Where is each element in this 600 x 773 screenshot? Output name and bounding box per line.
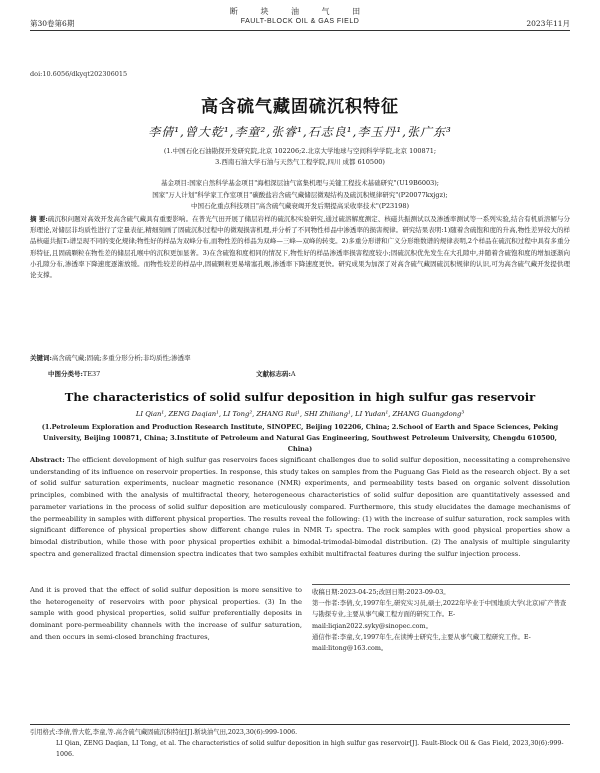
- affiliations-cn: [60, 146, 540, 168]
- clc-value: TE37: [82, 370, 101, 378]
- first-author-note: 第一作者:李倩,女,1997年生,研究实习员,硕士,2022年毕业于中国地质大学(北京)矿产普查与勘探专业,主要从事气藏工程方面的研究工作。E-mail:liqian2022.syky@sinopec.com。: [312, 599, 567, 630]
- keywords-cn-label: 关键词:: [30, 354, 52, 362]
- abstract-cn-label: 摘 要:: [30, 215, 48, 223]
- issue-label: 第30卷第6期: [30, 19, 75, 28]
- authors-en: LI Qian¹, ZENG Daqian¹, LI Tong², ZHANG Rui¹, SHI Zhiliang¹, LI Yudan¹, ZHANG Guangdong³: [135, 410, 465, 418]
- title-en: The characteristics of solid sulfur deposition in high sulfur gas reservoir: [64, 390, 536, 404]
- funding-line: 国家"万人计划"科学家工作室项目"碳酸盐岩含硫气藏储层微观结构及硫沉积规律研究"(P20077kxjgz);: [152, 190, 448, 199]
- citation-en: LI Qian, ZENG Daqian, LI Tong, et al. The characteristics of solid sulfur deposition in high sulfur gas reservoir[J]. Fault-Block Oil & Gas Field, 2023,30(6):999-1006.: [56, 740, 564, 758]
- affiliation-line: (1.中国石化石油勘探开发研究院,北京 102206;2.北京大学地球与空间科学学院,北京 100871;: [163, 147, 437, 155]
- affiliations-en: (1.Petroleum Exploration and Production Research Institute, SINOPEC, Beijing 102206, China; 2.School of Earth and Space Sciences, Peking University, Beijing 100871, China; 3.Institute of Petroleum and Natural Gas Engineering, Southwest Petroleum University, Chengdu 610500, China): [41, 423, 559, 453]
- received-date: 收稿日期:2023-04-25;改回日期:2023-09-03。: [312, 588, 450, 596]
- running-header: [30, 16, 570, 31]
- abstract-en-label: Abstract:: [30, 456, 65, 464]
- issue-date: 2023年11月: [526, 19, 570, 28]
- doi: doi:10.6056/dkyqt202306015: [30, 70, 128, 78]
- citation-cn: 引用格式:李倩,曾大乾,李童,等.高含硫气藏固硫沉积特征[J].断块油气田,2023,30(6):999-1006.: [30, 729, 298, 736]
- abstract-en-text: The efficient development of high sulfur gas reservoirs faces significant challenges due to solid sulfur deposition, necessitating a comprehensive understanding of its influence on reservoir properties. In response, this study takes on samples from the Puguang Gas Field as the research object. By a set of solid sulfur saturation experiments, nuclear magnetic resonance (NMR) experiments, and permeability tests based on organic solvent dissolution principles, combined with the analysis of multifractal theory, heterogeneous characteristics of solid sulfur deposition are quantitatively assessed and parameter variations in the process of solid sulfur deposition are meticulously compared. Furthermore, this study elucidates the damage mechanisms of the permeability in samples with different physical properties. The results reveal the following: (1) with the increase of sulfur saturation, rock samples with significant difference of physical properties show different change rules in NMR T₂ spectra. The rock samples with good physical properties show a bimodal distribution, while those with poor physical properties exhibit a bimodal-trimodal-bimodal distribution. (2) The analysis of multiple singularity spectra and generalized fractal dimension spectra indicates that two samples exhibit multifractal features during the sulfur injection process.: [30, 456, 570, 558]
- abstract-cn: [30, 214, 570, 281]
- keywords-cn: [30, 353, 570, 362]
- funding: [60, 178, 540, 213]
- article-info: [312, 584, 570, 654]
- abstract-en: [30, 455, 570, 560]
- journal-name-en: FAULT-BLOCK OIL & GAS FIELD: [240, 18, 360, 25]
- affiliation-line: 3.西南石油大学石油与天然气工程学院,四川 成都 610500): [215, 158, 385, 166]
- clc-label: 中图分类号:: [48, 370, 83, 378]
- divider: [312, 584, 570, 585]
- journal-name-cn: 断 块 油 气 田: [229, 7, 371, 16]
- doc-code-value: A: [290, 370, 296, 378]
- citation-footer: [30, 724, 570, 760]
- corresponding-author-note: 通信作者:李童,女,1997年生,在读博士研究生,主要从事气藏工程研究工作。E-mail:litong@163.com。: [312, 632, 531, 653]
- classification-row: [48, 369, 528, 378]
- title-cn: 高含硫气藏固硫沉积特征: [201, 97, 399, 117]
- keywords-cn-text: 高含硫气藏;固硫;多重分形分析;非均质性;渗透率: [51, 354, 191, 362]
- funding-line: 基金项目:国家自然科学基金项目"海相深层油气富集机理与关键工程技术基础研究"(U19B6003);: [161, 179, 439, 187]
- doc-code-label: 文献标志码:: [256, 370, 291, 378]
- funding-line: 中国石化重点科技项目"高含硫气藏衰竭开发后期提高采收率技术"(P23198): [190, 202, 410, 210]
- authors-cn: 李倩¹,曾大乾¹,李童²,张睿¹,石志良¹,李玉丹¹,张广东³: [148, 125, 452, 139]
- abstract-en-continued: And it is proved that the effect of solid sulfur deposition is more sensitive to the heterogeneity of reservoirs with poor physical properties. (3) In the sample with good physical properties, solid sulfur preferentially deposits in dominant pore-permeability channels with the increase of sulfur saturation, and then occurs in semi-closed branching fractures,: [30, 586, 302, 641]
- abstract-cn-text: 硫沉积问题对高效开发高含硫气藏具有重要影响。在普光气田开展了储层岩样的硫沉积实验研究,通过硫溶解度测定、核磁共振测试以及渗透率测试等一系列实验,结合有机质溶解与分形理论,对储层非均质性进行了定量表征,精细刻画了固硫沉积过程中的微观损害机理,并分析了不同物性样品中渗透率的损害规律。研究结果表明:1)随着含硫饱和度的升高,物性差异较大的样品核磁共振T₂谱呈现不同的变化规律;物性好的样品为双峰分布,而物性差的样品为双峰—三峰—双峰的转变。2)多重分形谱和广义分形维数谱的规律表明,2个样品在硫沉积过程中具有多重分形特征,且固硫颗粒在物性差的储层孔喉中的沉积更加显著。3)在含硫饱和度相同的情况下,物性好的样品渗透率损害程度较小;固硫沉积优先发生在大孔隙中,并随着含硫饱和度的增加逐渐向小孔隙分布,渗透率下降速度逐渐放缓。而物性较差的样品中,固硫颗粒更易堵塞孔喉,渗透率下降速度更快。研究成果为加深了对高含硫气藏固硫沉积规律的认识,可为高含硫气藏开发提供理论支撑。: [30, 215, 570, 280]
